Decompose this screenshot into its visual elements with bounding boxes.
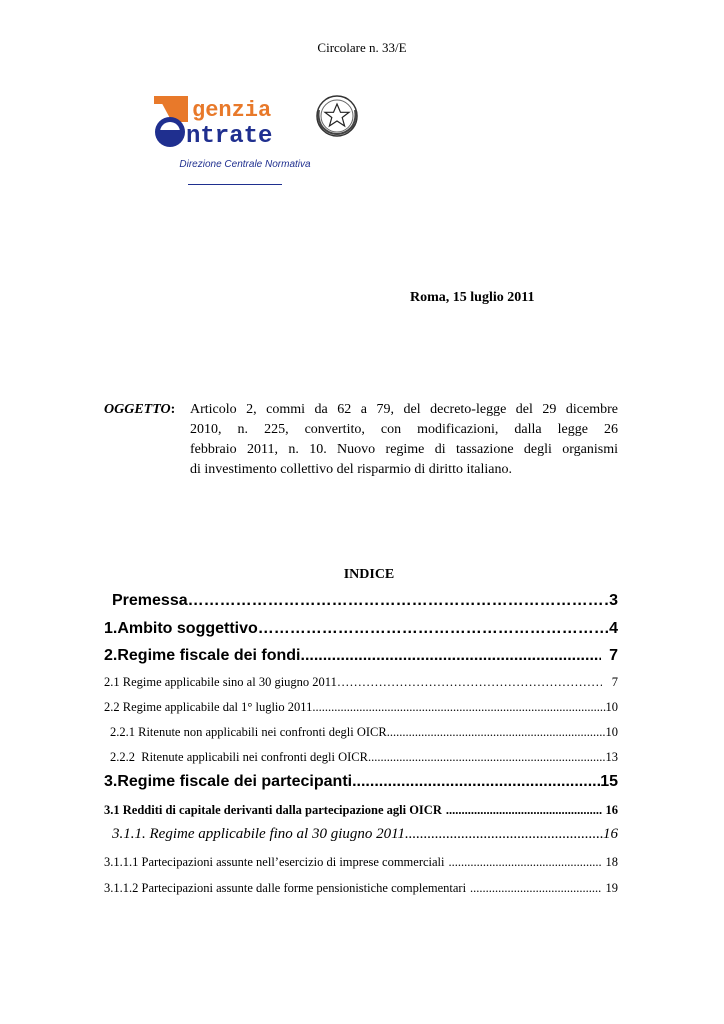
toc-entry-title: 2.Regime fiscale dei fondi (104, 647, 301, 664)
toc-entry-premessa[interactable] (104, 592, 618, 610)
toc-entry-3-1-1-2[interactable] (104, 881, 618, 896)
toc-leader (337, 675, 602, 690)
toc-entry-title: 3.Regime fiscale dei partecipanti (104, 773, 353, 790)
toc-entry-2-2[interactable] (104, 700, 618, 715)
toc-entry-page: 7 (609, 647, 618, 664)
subject-line: 2010, n. 225, convertito, con modificazioni, dalla legge 26 (190, 422, 618, 437)
toc-entry-3-1-1-1[interactable] (104, 855, 618, 870)
subject-line: di investimento collettivo del risparmio di diritto italiano. (190, 462, 512, 477)
toc-entry-title: 2.2.1 Ritenute non applicabili nei confronti degli OICR (110, 725, 387, 739)
toc-leader (352, 773, 600, 791)
subject-line: febbraio 2011, n. 10. Nuovo regime di tassazione degli organismi (190, 442, 618, 457)
toc-leader (188, 592, 609, 610)
toc-leader (466, 881, 601, 896)
toc-entry-title: 3.1.1.2 Partecipazioni assunte dalle forme pensionistiche complementari (104, 881, 467, 895)
toc-entry-title: 3.1 Redditi di capitale derivanti dalla partecipazione agli OICR (104, 803, 442, 817)
subject-colon: : (170, 402, 176, 417)
subject-line: Articolo 2, commi da 62 a 79, del decreto-legge del 29 dicembre (190, 402, 618, 417)
toc-leader (387, 725, 606, 740)
toc-entry-page: 13 (605, 750, 618, 764)
toc-entry-ambito[interactable] (104, 620, 618, 638)
toc-entry-regime-partecipanti[interactable] (104, 773, 618, 791)
toc-entry-page: 18 (605, 855, 618, 869)
toc-leader (442, 803, 602, 818)
subject-label: OGGETTO (104, 402, 171, 417)
toc-leader (301, 647, 602, 665)
index-title: INDICE (343, 567, 395, 582)
toc-entry-title: Premessa (112, 592, 188, 609)
toc-entry-page: 10 (605, 725, 618, 739)
subject-text (104, 400, 618, 480)
logo-underline (188, 184, 282, 185)
toc-leader (368, 750, 606, 765)
toc-leader (258, 620, 609, 638)
toc-entry-title: 1.Ambito soggettivo (104, 620, 258, 637)
toc-leader (445, 855, 602, 870)
toc-entry-title: 3.1.1. Regime applicabile fino al 30 giugno 2011 (112, 826, 406, 842)
toc-entry-title: 3.1.1.1 Partecipazioni assunte nell’esercizio di imprese commerciali (104, 855, 445, 869)
toc-entry-page: 16 (603, 826, 618, 842)
toc-entry-3-1[interactable] (104, 803, 618, 818)
toc-entry-page: 15 (600, 773, 618, 790)
toc-leader (405, 826, 603, 843)
toc-entry-2-2-1[interactable] (104, 725, 618, 740)
toc-entry-page: 7 (611, 675, 618, 689)
toc-entry-page: 10 (605, 700, 618, 714)
logo-a-bar (154, 96, 188, 104)
toc-entry-page: 16 (605, 803, 618, 817)
logo-brand-bottom: ntrate (186, 123, 273, 148)
document-reference: Circolare n. 33/E (317, 40, 407, 55)
toc-entry-regime-fondi[interactable] (104, 647, 618, 665)
agenzia-entrate-logo (148, 92, 362, 148)
toc-entry-page: 4 (609, 620, 618, 637)
toc-entry-title: 2.2.2 Ritenute applicabili nei confronti degli OICR (110, 750, 368, 764)
toc-entry-title: 2.1 Regime applicabile sino al 30 giugno 2011 (104, 675, 337, 689)
toc-entry-page: 19 (605, 881, 618, 895)
toc-entry-3-1-1[interactable] (104, 826, 618, 843)
logo-brand-top: genzia (192, 98, 272, 123)
toc-leader (312, 700, 605, 715)
toc-entry-2-2-2[interactable] (104, 750, 618, 765)
logo-subtitle: Direzione Centrale Normativa (179, 159, 311, 170)
republic-emblem-icon (317, 96, 357, 136)
subject-block (104, 400, 618, 480)
toc-entry-title: 2.2 Regime applicabile dal 1° luglio 2011 (104, 700, 313, 714)
toc-entry-page: 3 (609, 592, 618, 609)
toc-entry-2-1[interactable] (104, 675, 618, 690)
document-date: Roma, 15 luglio 2011 (410, 290, 535, 305)
